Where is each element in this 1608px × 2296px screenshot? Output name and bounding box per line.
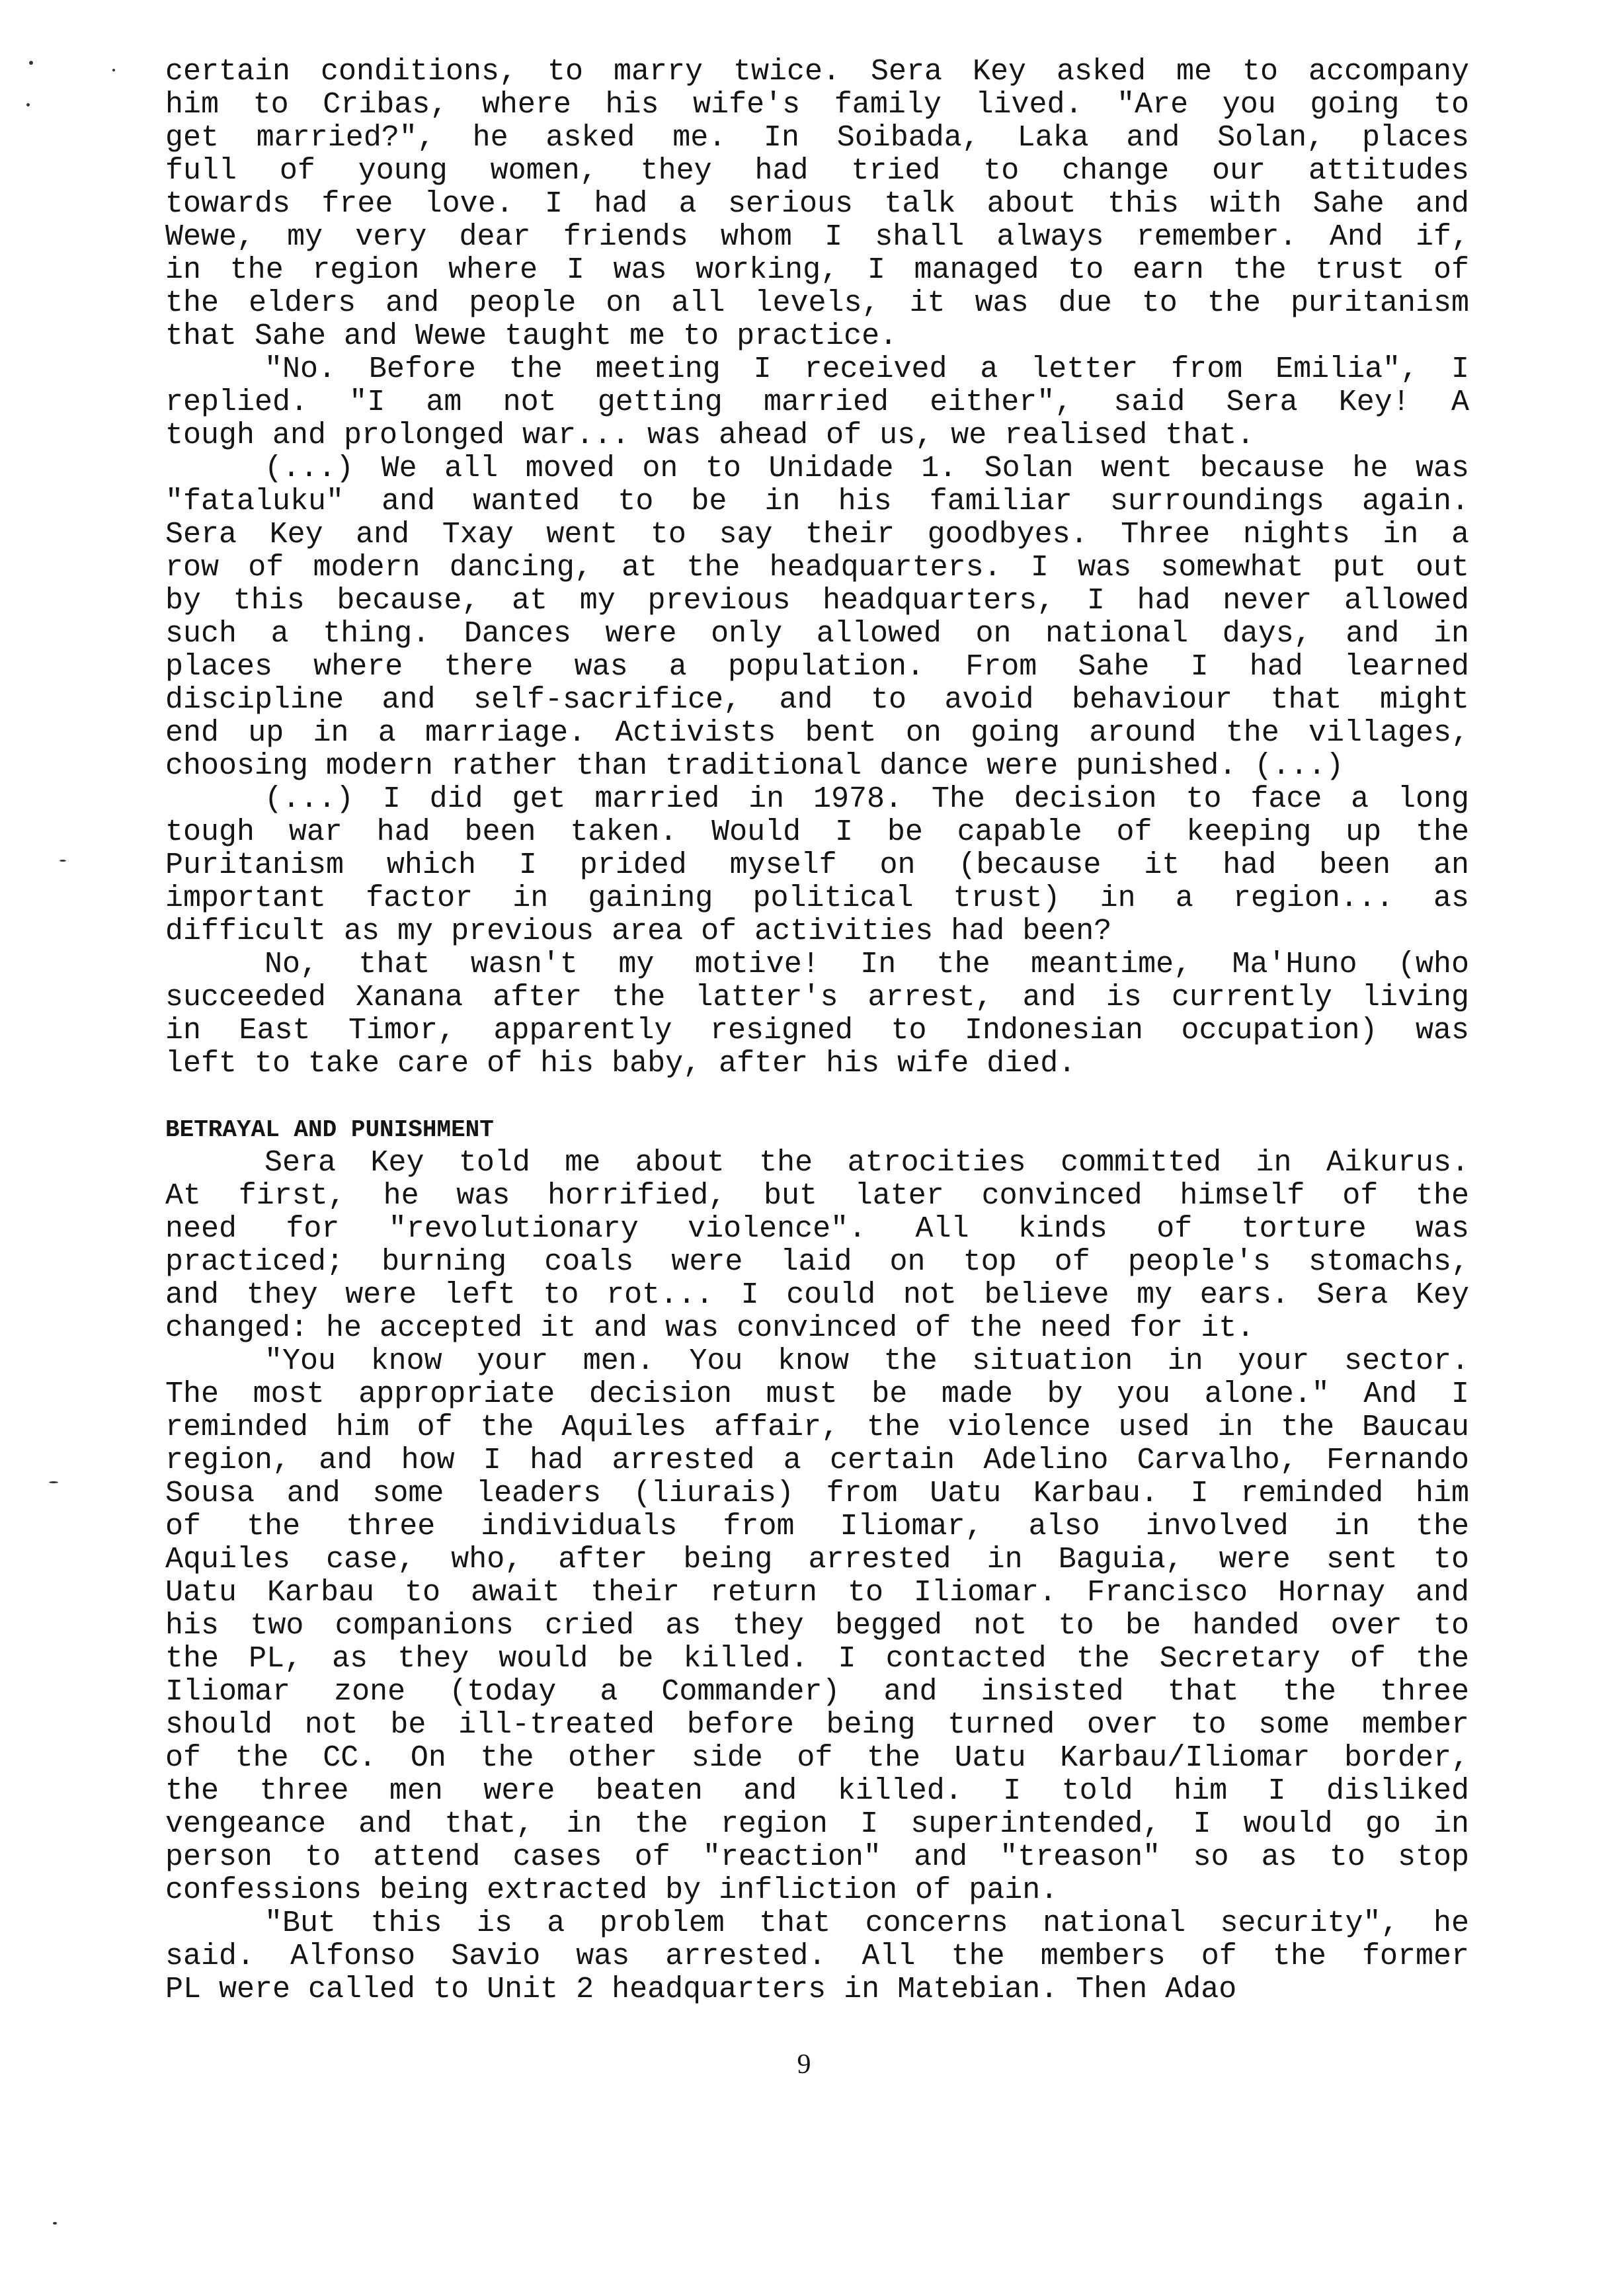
text-line: Puritanism which I prided myself on (because it had been an: [165, 848, 1469, 882]
body-text-section-1: [165, 56, 1469, 1081]
page-number: 9: [797, 2049, 811, 2080]
text-line: certain conditions, to marry twice. Sera Key asked me to accompany: [165, 55, 1469, 89]
scan-speck: [53, 2222, 57, 2225]
text-line: practiced; burning coals were laid on top of people's stomachs,: [165, 1245, 1469, 1279]
text-line: by this because, at my previous headquarters, I had never allowed: [165, 584, 1469, 618]
text-line: the elders and people on all levels, it was due to the puritanism: [165, 286, 1469, 320]
scan-speck: [60, 860, 66, 862]
text-line: Aquiles case, who, after being arrested in Baguia, were sent to: [165, 1543, 1469, 1577]
text-line: "No. Before the meeting I received a letter from Emilia", I: [264, 352, 1469, 386]
text-line: No, that wasn't my motive! In the meantime, Ma'Huno (who: [264, 948, 1469, 981]
document-page: [165, 56, 1469, 2006]
text-line: the PL, as they would be killed. I contacted the Secretary of the: [165, 1642, 1469, 1676]
text-line: end up in a marriage. Activists bent on going around the villages,: [165, 716, 1469, 750]
text-line: Sera Key and Txay went to say their goodbyes. Three nights in a: [165, 518, 1469, 552]
text-line: that Sahe and Wewe taught me to practice.: [165, 319, 898, 353]
text-line: his two companions cried as they begged not to be handed over to: [165, 1609, 1469, 1643]
text-line: him to Cribas, where his wife's family lived. "Are you going to: [165, 88, 1469, 122]
text-line: need for "revolutionary violence". All kinds of torture was: [165, 1212, 1469, 1246]
text-line: (...) I did get married in 1978. The decision to face a long: [264, 782, 1469, 816]
text-line: of the three individuals from Iliomar, also involved in the: [165, 1510, 1469, 1543]
scan-speck: [112, 69, 115, 71]
section-gap: [165, 1081, 1469, 1114]
text-line: the three men were beaten and killed. I told him I disliked: [165, 1774, 1469, 1808]
text-line: person to attend cases of "reaction" and "treason" so as to stop: [165, 1840, 1469, 1874]
text-line: PL were called to Unit 2 headquarters in Matebian. Then Adao: [165, 1973, 1237, 2006]
text-line: left to take care of his baby, after his wife died.: [165, 1047, 1076, 1081]
text-line: Sousa and some leaders (liurais) from Uatu Karbau. I reminded him: [165, 1477, 1469, 1510]
text-line: towards free love. I had a serious talk about this with Sahe and: [165, 187, 1469, 221]
text-line: replied. "I am not getting married either", said Sera Key! A: [165, 386, 1469, 419]
text-line: vengeance and that, in the region I superintended, I would go in: [165, 1807, 1469, 1841]
text-line: said. Alfonso Savio was arrested. All the members of the former: [165, 1940, 1469, 1973]
text-line: Sera Key told me about the atrocities committed in Aikurus.: [264, 1146, 1469, 1180]
text-line: should not be ill-treated before being turned over to some member: [165, 1708, 1469, 1742]
text-line: discipline and self-sacrifice, and to avoid behaviour that might: [165, 683, 1469, 717]
text-line: row of modern dancing, at the headquarters. I was somewhat put out: [165, 551, 1469, 585]
text-line: difficult as my previous area of activities had been?: [165, 915, 1112, 948]
section-heading: BETRAYAL AND PUNISHMENT: [165, 1116, 494, 1143]
text-line: "You know your men. You know the situation in your sector.: [264, 1344, 1469, 1378]
text-line: Wewe, my very dear friends whom I shall always remember. And if,: [165, 220, 1469, 254]
body-text-section-2: [165, 1147, 1469, 2006]
scan-speck: [26, 103, 30, 106]
text-line: tough and prolonged war... was ahead of us, we realised that.: [165, 419, 1255, 452]
text-line: choosing modern rather than traditional dance were punished. (...): [165, 749, 1344, 783]
text-line: confessions being extracted by infliction of pain.: [165, 1873, 1059, 1907]
text-line: important factor in gaining political trust) in a region... as: [165, 882, 1469, 915]
text-line: places where there was a population. From Sahe I had learned: [165, 650, 1469, 684]
scan-speck: [49, 1481, 58, 1483]
text-line: get married?", he asked me. In Soibada, Laka and Solan, places: [165, 121, 1469, 155]
text-line: such a thing. Dances were only allowed on national days, and in: [165, 617, 1469, 651]
text-line: of the CC. On the other side of the Uatu Karbau/Iliomar border,: [165, 1741, 1469, 1775]
text-line: tough war had been taken. Would I be capable of keeping up the: [165, 815, 1469, 849]
text-line: Uatu Karbau to await their return to Iliomar. Francisco Hornay and: [165, 1576, 1469, 1610]
text-line: in the region where I was working, I managed to earn the trust of: [165, 253, 1469, 287]
text-line: and they were left to rot... I could not believe my ears. Sera Key: [165, 1278, 1469, 1312]
text-line: full of young women, they had tried to change our attitudes: [165, 154, 1469, 188]
text-line: At first, he was horrified, but later convinced himself of the: [165, 1179, 1469, 1213]
scan-speck: [29, 61, 33, 65]
text-line: reminded him of the Aquiles affair, the violence used in the Baucau: [165, 1411, 1469, 1444]
text-line: "fataluku" and wanted to be in his familiar surroundings again.: [165, 485, 1469, 518]
text-line: changed: he accepted it and was convinced of the need for it.: [165, 1311, 1255, 1345]
text-line: Iliomar zone (today a Commander) and insisted that the three: [165, 1675, 1469, 1709]
text-line: region, and how I had arrested a certain Adelino Carvalho, Fernando: [165, 1444, 1469, 1477]
text-line: succeeded Xanana after the latter's arrest, and is currently living: [165, 981, 1469, 1014]
text-line: The most appropriate decision must be made by you alone." And I: [165, 1377, 1469, 1411]
text-line: (...) We all moved on to Unidade 1. Solan went because he was: [264, 452, 1469, 485]
text-line: "But this is a problem that concerns national security", he: [264, 1906, 1469, 1940]
text-line: in East Timor, apparently resigned to Indonesian occupation) was: [165, 1014, 1469, 1047]
